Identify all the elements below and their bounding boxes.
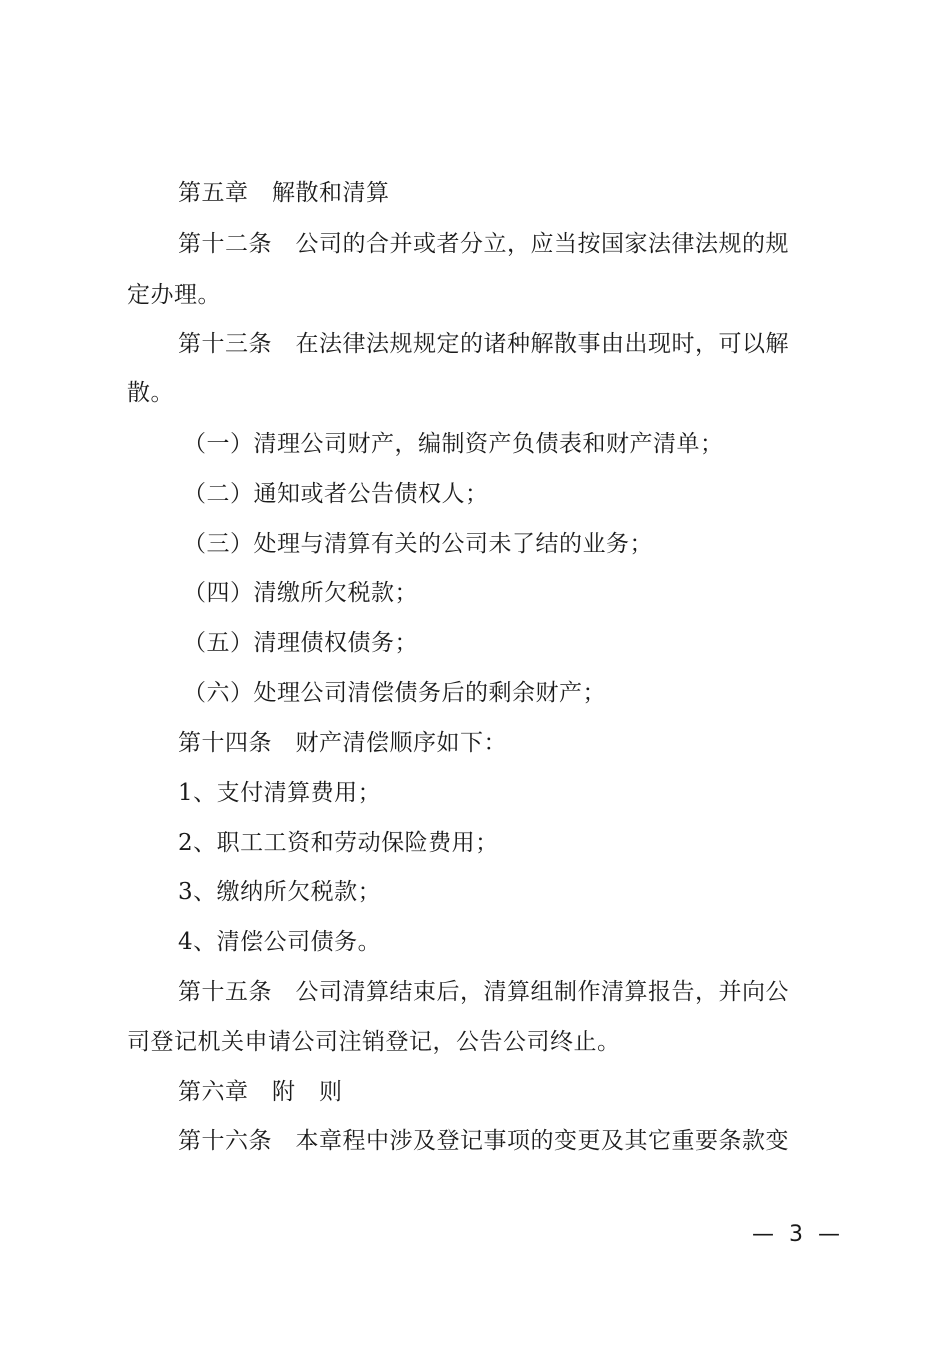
order-list-item: 1、支付清算费用； — [178, 780, 382, 806]
list-item: （五）清理债权债务； — [183, 630, 418, 656]
list-item: （一）清理公司财产，编制资产负债表和财产清单； — [183, 431, 724, 457]
article-twelve-line-2: 定办理。 — [127, 282, 221, 308]
order-list-item: 3、缴纳所欠税款； — [178, 879, 382, 905]
article-thirteen-line-2: 散。 — [127, 380, 174, 406]
chapter-five-heading: 第五章 解散和清算 — [178, 180, 390, 206]
article-thirteen-line-1: 第十三条 在法律法规规定的诸种解散事由出现时，可以解 — [178, 331, 789, 357]
list-item: （六）处理公司清偿债务后的剩余财产； — [183, 680, 606, 706]
list-item: （三）处理与清算有关的公司未了结的业务； — [183, 531, 653, 557]
article-fourteen: 第十四条 财产清偿顺序如下： — [178, 730, 507, 756]
list-item: （二）通知或者公告债权人； — [183, 481, 489, 507]
article-twelve-line-1: 第十二条 公司的合并或者分立，应当按国家法律法规的规 — [178, 231, 789, 257]
article-fifteen-line-2: 司登记机关申请公司注销登记，公告公司终止。 — [127, 1029, 621, 1055]
article-fifteen-line-1: 第十五条 公司清算结束后，清算组制作清算报告，并向公 — [178, 979, 789, 1005]
order-list-item: 4、清偿公司债务。 — [178, 929, 382, 955]
article-sixteen-line-1: 第十六条 本章程中涉及登记事项的变更及其它重要条款变 — [178, 1128, 789, 1154]
page-number: — 3 — — [752, 1222, 844, 1247]
chapter-six-heading: 第六章 附 则 — [178, 1079, 343, 1105]
list-item: （四）清缴所欠税款； — [183, 580, 418, 606]
order-list-item: 2、职工工资和劳动保险费用； — [178, 830, 499, 856]
